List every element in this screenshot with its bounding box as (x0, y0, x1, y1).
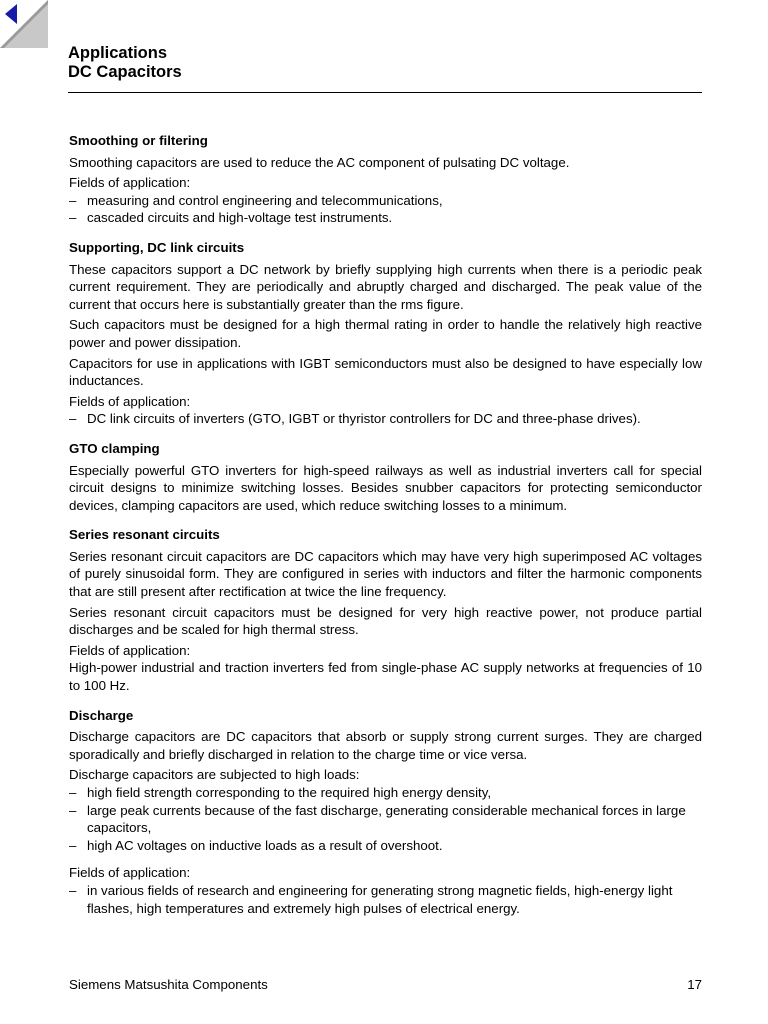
section-heading: Discharge (69, 707, 134, 723)
list-item (69, 209, 702, 227)
dash-bullet: – (69, 411, 77, 427)
paragraph: High-power industrial and traction inverters fed from single-phase AC supply networks at frequencies of 10 to 100 Hz. (69, 660, 702, 694)
back-page-corner-icon[interactable] (0, 0, 48, 48)
fields-label: Fields of application: (69, 175, 191, 191)
fields-label: Fields of application: (69, 642, 191, 658)
dash-bullet: – (69, 802, 77, 818)
section-heading: Smoothing or filtering (69, 133, 208, 148)
list-item-text: DC link circuits of inverters (GTO, IGBT or thyristor controllers for DC and three-phase drives). (87, 411, 641, 427)
section-heading: GTO clamping (69, 440, 160, 456)
page-content (69, 132, 702, 929)
list-item-text: cascaded circuits and high-voltage test instruments. (87, 210, 393, 226)
section-heading: Supporting, DC link circuits (69, 239, 245, 255)
section-dc-link (69, 239, 702, 428)
list-item (69, 802, 702, 837)
list-item-text: in various fields of research and engineering for generating strong magnetic fields, high-energy light flashes, high temperatures and extremely high pulses of electrical energy. (87, 882, 673, 916)
header-divider (68, 92, 702, 93)
list-item (69, 192, 702, 210)
dash-bullet: – (69, 785, 77, 800)
list-item (69, 784, 702, 802)
paragraph: Smoothing capacitors are used to reduce the AC component of pulsating DC voltage. (69, 154, 570, 170)
paragraph: These capacitors support a DC network by briefly supplying high currents when there is a periodic peak current requirement. They are periodically and abruptly charged and discharged. The peak value of the current that occurs here is substantially greater than the rms figure. (69, 261, 702, 312)
section-series-resonant (69, 526, 702, 694)
header-title-dc-capacitors: DC Capacitors (68, 63, 182, 81)
dash-bullet: – (69, 882, 77, 898)
page-header (68, 44, 702, 82)
section-heading: Series resonant circuits (69, 527, 220, 543)
dash-bullet: – (69, 210, 77, 226)
paragraph: Series resonant circuit capacitors must be designed for very high reactive power, not produce partial discharges and be scaled for high thermal stress. (69, 604, 702, 638)
paragraph: Such capacitors must be designed for a high thermal rating in order to handle the relatively high reactive power and power dissipation. (69, 317, 702, 350)
list-item (69, 410, 702, 428)
footer-company: Siemens Matsushita Components (69, 977, 268, 992)
list-item-text: measuring and control engineering and telecommunications, (87, 192, 443, 208)
list-item (69, 837, 702, 855)
fields-label: Fields of application: (69, 865, 191, 881)
list-item (69, 882, 702, 917)
page-number: 17 (687, 977, 702, 992)
section-discharge (69, 707, 702, 918)
list-item-text: high AC voltages on inductive loads as a result of overshoot. (87, 837, 443, 853)
paragraph: Series resonant circuit capacitors are DC capacitors which may have very high superimposed AC voltages of purely sinusoidal form. They are configured in series with inductors and filter the harmonic components that are still present after rectification at twice the line frequency. (69, 548, 702, 600)
paragraph: Especially powerful GTO inverters for high-speed railways as well as industrial inverters call for special circuit designs to minimize switching losses. Besides snubber capacitors for protecting semiconductor devices, clamping capacitors are used, which reduce switching losses to a minimum. (69, 462, 702, 513)
dash-bullet: – (69, 837, 77, 853)
list-item-text: large peak currents because of the fast discharge, generating considerable mechanical forces in large capacitors, (87, 802, 686, 836)
header-title-applications: Applications (68, 44, 168, 62)
paragraph: Discharge capacitors are subjected to high loads: (69, 767, 360, 783)
section-gto-clamping (69, 440, 702, 514)
fields-label: Fields of application: (69, 393, 191, 409)
section-smoothing (69, 132, 702, 227)
paragraph: Capacitors for use in applications with IGBT semiconductors must also be designed to have especially low inductances. (69, 355, 702, 389)
dash-bullet: – (69, 192, 77, 208)
list-item-text: high field strength corresponding to the required high energy density, (87, 785, 492, 800)
page-footer (69, 977, 702, 992)
paragraph: Discharge capacitors are DC capacitors that absorb or supply strong current surges. They are charged sporadically and briefly discharged in relation to the charge time or vice versa. (69, 729, 702, 762)
